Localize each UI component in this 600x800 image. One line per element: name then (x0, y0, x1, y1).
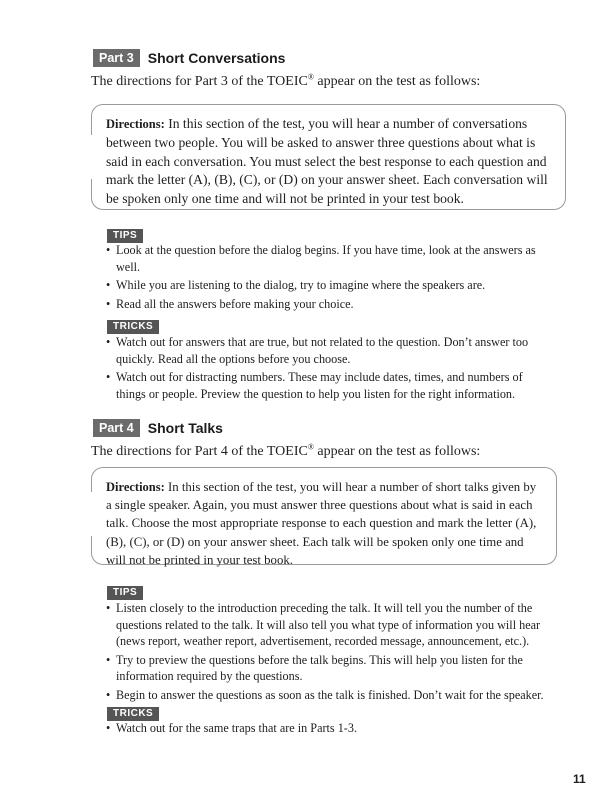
part4-tips-list (106, 600, 546, 705)
part4-badge: Part 4 (93, 419, 140, 437)
list-item: • Try to preview the questions before the talk begins. This will help you listen for the information required by the questions. (106, 652, 523, 683)
list-item: • Read all the answers before making your choice. (106, 296, 354, 311)
page-number: 11 (573, 772, 586, 786)
list-item: • Watch out for answers that are true, but not related to the question. Don’t answer too quickly. Read all the options before you choose. (106, 335, 529, 366)
list-item: • Listen closely to the introduction preceding the talk. It will tell you the number of the questions related to the talk. It will also tell you what type of information you will hear (news report, weather report, advertisement, recorded message, announcement, etc.). (106, 601, 541, 648)
list-item: • While you are listening to the dialog, try to imagine where the speakers are. (106, 278, 486, 292)
list-item: • Look at the question before the dialog begins. If you have time, look at the answers as well. (106, 243, 536, 274)
part3-directions-box (91, 104, 566, 210)
part3-directions-label: Directions: (106, 117, 165, 131)
part4-tricks-list (106, 720, 546, 739)
part3-heading (93, 49, 285, 67)
part3-tricks-list (106, 334, 542, 404)
part4-tips-tag: TIPS (107, 582, 143, 600)
part4-directions-box (91, 467, 557, 565)
part3-badge: Part 3 (93, 49, 140, 67)
list-item: • Begin to answer the questions as soon as the talk is finished. Don’t wait for the speaker. (106, 687, 544, 702)
part3-tips-list (106, 242, 546, 314)
part4-tricks-tag: TRICKS (107, 703, 159, 721)
list-item: • Watch out for distracting numbers. These may include dates, times, and numbers of things or people. Preview the question to help you listen for the right information. (106, 370, 523, 401)
part3-tips-tag: TIPS (107, 225, 143, 243)
part4-directions-label: Directions: (106, 480, 165, 494)
part3-directions-text: In this section of the test, you will hear a number of conversations between two people. You will be asked to answer three questions about what is said in each conversation. You must select the best response to each question and mark the letter (A), (B), (C), or (D) on your answer sheet. Each conversation will be spoken only one time and will not be printed in your test book. (106, 116, 548, 207)
part4-title: Short Talks (147, 420, 223, 436)
list-item: • Watch out for the same traps that are in Parts 1-3. (106, 721, 357, 735)
part3-intro: The directions for Part 3 of the TOEIC® appear on the test as follows: (91, 72, 481, 89)
part3-title: Short Conversations (147, 50, 286, 66)
part4-directions-text: In this section of the test, you will hear a number of short talks given by a single speaker. Again, you must answer three questions about what is said in each talk. Choose the most appropriate response to each question and mark the letter (A), (B), (C), or (D) on your answer sheet. Each talk will be spoken only one time and will not be printed in your test book. (106, 480, 537, 567)
part3-tricks-tag: TRICKS (107, 316, 159, 334)
part4-heading (93, 419, 223, 437)
part4-intro: The directions for Part 4 of the TOEIC® appear on the test as follows: (91, 442, 481, 459)
